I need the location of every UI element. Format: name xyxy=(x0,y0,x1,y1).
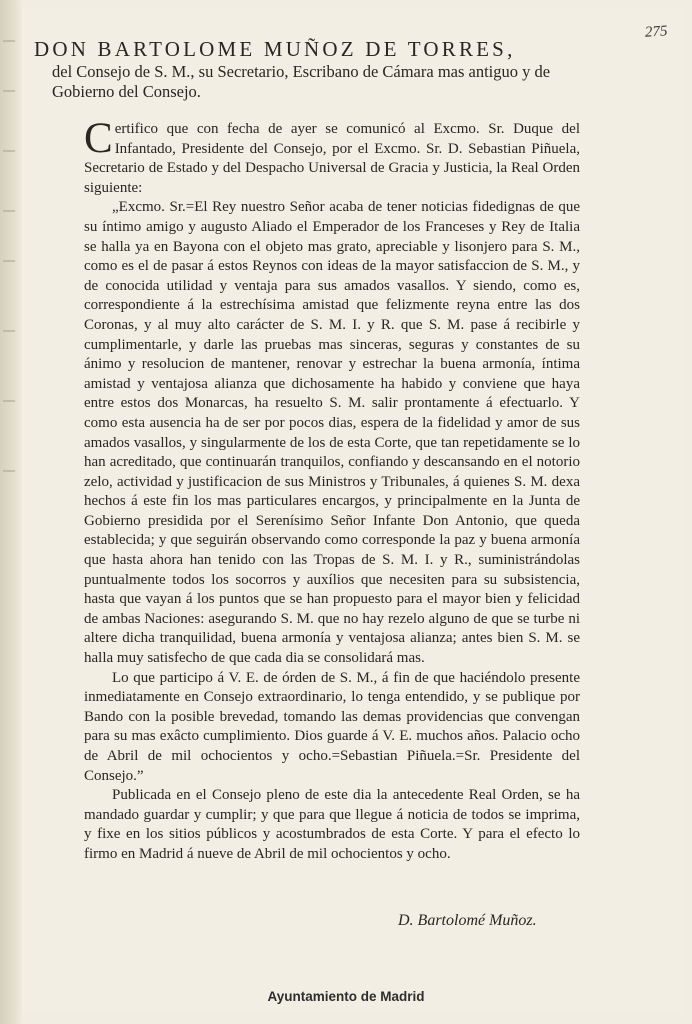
archive-footer: Ayuntamiento de Madrid xyxy=(267,989,425,1004)
binding-gutter xyxy=(0,0,22,1024)
document-heading: DON BARTOLOME MUÑOZ DE TORRES, xyxy=(34,37,516,61)
paragraph-certificate xyxy=(84,115,580,198)
folio-number: 275 xyxy=(644,23,668,41)
signature: D. Bartolomé Muñoz. xyxy=(398,912,537,929)
document-body xyxy=(84,115,580,865)
paragraph-royal-order: „Excmo. Sr.=El Rey nuestro Señor acaba de tener noticias fidedignas de que su íntimo amigo y augusto Aliado el Emperador de los Franceses y Rey de Italia se halla ya en Bayona con el objeto mas grato, apreciable y lisonjero para S. M., como es el de pasar á estos Reynos con ideas de la mayor satisfaccion de S. M., y de conocida utilidad y ventaja para sus amados vasallos. Y siendo, como es, correspondiente á la estrechísima amistad que felizmente reyna entre las dos Coronas, y al muy alto carácter de S. M. I. y R. que S. M. pase á recibirle y cumplimentarle, y darle las pruebas mas sinceras, seguras y constantes de su ánimo y resolucion de mantener, renovar y estrechar la buena armonía, íntima amistad y ventajosa alianza que dichosamente ha habido y conviene que haya entre estos dos Monarcas, ha resuelto S. M. salir prontamente á efectuarlo. Y como esta ausencia ha de ser por pocos dias, espera de la fidelidad y amor de sus amados vasallos, y singularmente de los de esta Corte, que tan repetidamente se lo han acreditado, que continuarán tranquilos, confiando y descansando en el notorio zelo, actividad y justificacion de sus Ministros y Tribunales, á quienes S. M. dexa hechos á este fin los mas particulares encargos, y principalmente en la Junta de Gobierno presidida por el Serenísimo Señor Infante Don Antonio, que queda establecida; y que seguirán observando como corresponde la paz y buena armonía que hasta ahora han tenido con las Tropas de S. M. I. y R., suministrándolas puntualmente todos los socorros y auxílios que necesiten para su subsistencia, hasta que vayan á los puntos que se han propuesto para el mayor bien y felicidad de ambas Naciones: asegurando S. M. que no hay rezelo alguno de que se turbe ni altere dicha tranquilidad, buena armonía y ventajosa alianza; antes bien S. M. se halla muy satisfecho de que cada dia se consolidará mas. xyxy=(84,199,580,667)
paragraph-communication: Lo que participo á V. E. de órden de S. M., á fin de que haciéndolo presente inmediatamente en Consejo extraordinario, lo tenga entendido, y se publique por Bando con la posible brevedad, tomando las demas providencias que convengan para su mas exâcto cumplimiento. Dios guarde á V. E. muchos años. Palacio ocho de Abril de mil ochocientos y ocho.=Sebastian Piñuela.=Sr. Presidente del Consejo.” xyxy=(84,669,580,784)
document-subheading: del Consejo de S. M., su Secretario, Escribano de Cámara mas antiguo y de Gobierno del Consejo. xyxy=(52,62,551,101)
drop-cap: C xyxy=(84,115,113,162)
paragraph-certificate-text: ertifico que con fecha de ayer se comunicó al Excmo. Sr. Duque del Infantado, Presidente del Consejo, por el Excmo. Sr. D. Sebastian Piñuela, Secretario de Estado y del Despacho Universal de Gracia y Justicia, la Real Orden siguiente: xyxy=(84,121,580,196)
paragraph-publication: Publicada en el Consejo pleno de este dia la antecedente Real Orden, se ha mandado guardar y cumplir; y que para que llegue á noticia de todos se imprima, y fixe en los sitios públicos y acostumbrados de esta Corte. Y para el efecto lo firmo en Madrid á nueve de Abril de mil ochocientos y ocho. xyxy=(84,787,580,862)
